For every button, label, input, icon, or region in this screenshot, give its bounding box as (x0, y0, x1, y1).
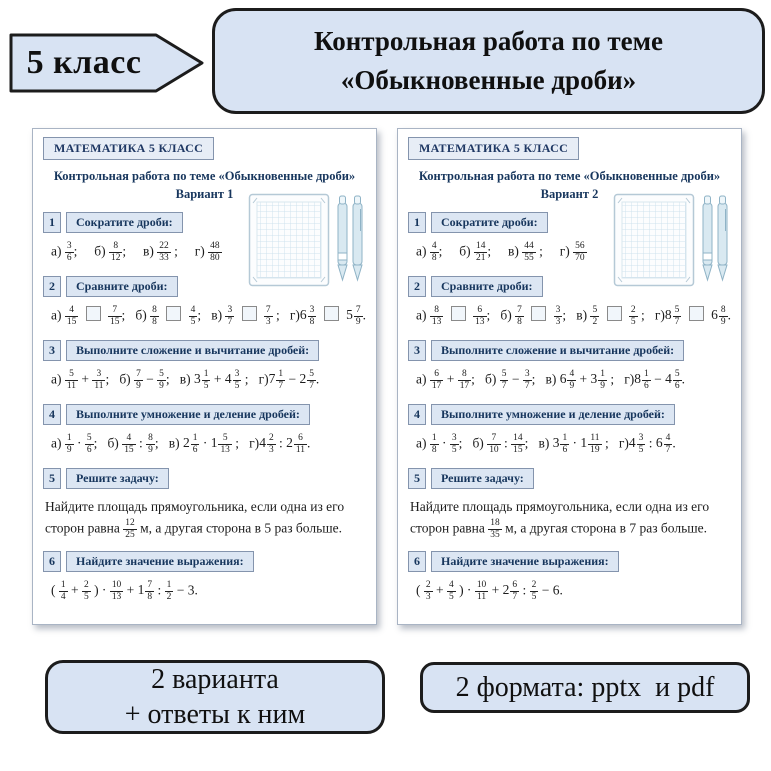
task-problem-text: Найдите площадь прямоугольника, если одна из его сторон равна $\frac{12}{25}$ м, а другая сторона в 5 раз больше. (45, 499, 348, 540)
task-expression: а) $\frac{5}{11}$ + $\frac{3}{11}$ ; б) $\frac{7}{9}$ − $\frac{5}{9}$ ; в) 3 $\frac{1}{5}$ + 4 $\frac{3}{5}$ ; г)7 $\frac{1}{7}$ − 2 $\frac{5}{7}$ . (51, 369, 320, 391)
sheet-variant-label: Вариант 2 (540, 187, 599, 201)
task-label: Сократите дроби: (431, 212, 548, 233)
task-number: 2 (408, 276, 426, 297)
task-label: Сравните дроби: (431, 276, 543, 297)
task-label: Выполните умножение и деление дробей: (431, 404, 675, 425)
variants-badge-line1: 2 варианта (151, 664, 279, 695)
formats-badge-label: 2 формата: pptx и pdf (455, 671, 715, 703)
task-row (408, 468, 731, 540)
task-row (43, 468, 366, 540)
task-row (43, 276, 366, 329)
sheet-subject-tag: МАТЕМАТИКА 5 КЛАСС (43, 137, 214, 160)
task-row (408, 276, 731, 329)
task-row (408, 212, 731, 265)
task-number: 4 (43, 404, 61, 425)
task-expression: а) $\frac{1}{9}$ · $\frac{5}{6}$ ; б) $\frac{4}{15}$ : $\frac{8}{9}$ ; в) 2 $\frac{1}{6}$ · 1 $\frac{5}{13}$ ; г)4 $\frac{2}{3}$ : 2 $\frac{6}{11}$ . (51, 433, 311, 455)
task-expression: ( $\frac{2}{3}$ + $\frac{4}{5}$ ) · $\frac{10}{11}$ + 2 $\frac{6}{7}$ : $\frac{2}{5}$ − 6. (416, 580, 563, 602)
task-expression: а) $\frac{4}{8}$ ; б) $\frac{14}{21}$ ; в) $\frac{44}{55}$ ; г) $\frac{56}{70}$ (416, 241, 585, 263)
task-number: 1 (43, 212, 61, 233)
worksheet-variant-1 (32, 128, 377, 625)
title-line2: «Обыкновенные дроби» (340, 65, 637, 95)
sheet-subject-tag: МАТЕМАТИКА 5 КЛАСС (408, 137, 579, 160)
task-label: Сравните дроби: (66, 276, 178, 297)
task-expression: а) $\frac{8}{13}$ $\frac{6}{13}$ ; б) $\frac{7}{8}$ $\frac{3}{3}$ ; в) $\frac{5}{2}$ $\frac{2}{5}$ ; г)8 $\frac{5}{7}$ 6 $\frac{8}{9}$ . (416, 305, 731, 327)
task-label: Выполните сложение и вычитание дробей: (431, 340, 684, 361)
title-banner (212, 8, 765, 114)
task-expression: а) $\frac{3}{6}$ ; б) $\frac{8}{12}$ ; в) $\frac{22}{33}$ ; г) $\frac{48}{80}$ (51, 241, 220, 263)
task-expression: а) $\frac{4}{15}$ $\frac{7}{15}$ ; б) $\frac{8}{8}$ $\frac{4}{5}$ ; в) $\frac{3}{7}$ $\frac{7}{3}$ ; г)6 $\frac{3}{8}$ 5 $\frac{7}{9}$ . (51, 305, 366, 327)
formats-badge (420, 662, 750, 713)
task-number: 6 (43, 551, 61, 572)
title-line1: Контрольная работа по теме (314, 25, 663, 56)
task-row (408, 551, 731, 604)
grade-badge (8, 32, 206, 94)
task-list (43, 212, 366, 604)
task-row (43, 340, 366, 393)
task-label: Решите задачу: (66, 468, 169, 489)
task-number: 3 (408, 340, 426, 361)
task-number: 5 (408, 468, 426, 489)
task-expression: а) $\frac{6}{17}$ + $\frac{8}{17}$ ; б) $\frac{5}{7}$ − $\frac{3}{7}$ ; в) 6 $\frac{4}{9}$ + 3 $\frac{1}{9}$ ; г)8 $\frac{1}{6}$ − 4 $\frac{5}{6}$ . (416, 369, 685, 391)
task-row (408, 340, 731, 393)
task-problem-text: Найдите площадь прямоугольника, если одна из его сторон равна $\frac{18}{35}$ м, а другая сторона в 7 раз больше. (410, 499, 713, 540)
task-label: Сократите дроби: (66, 212, 183, 233)
task-number: 1 (408, 212, 426, 233)
task-label: Найдите значение выражения: (431, 551, 619, 572)
sheet-variant-label: Вариант 1 (175, 187, 234, 201)
task-expression: а) $\frac{1}{8}$ · $\frac{3}{5}$ ; б) $\frac{7}{10}$ : $\frac{14}{15}$ ; в) 3 $\frac{1}{6}$ · 1 $\frac{11}{19}$ ; г)4 $\frac{3}{5}$ : 6 $\frac{4}{7}$ . (416, 433, 676, 455)
task-number: 5 (43, 468, 61, 489)
variants-badge-line2: + ответы к ним (124, 699, 306, 730)
task-expression: ( $\frac{1}{4}$ + $\frac{2}{5}$ ) · $\frac{10}{13}$ + 1 $\frac{7}{8}$ : $\frac{1}{2}$ − 3. (51, 580, 198, 602)
worksheet-variant-2 (397, 128, 742, 625)
task-number: 2 (43, 276, 61, 297)
task-number: 4 (408, 404, 426, 425)
task-row (43, 212, 366, 265)
task-label: Выполните умножение и деление дробей: (66, 404, 310, 425)
task-number: 6 (408, 551, 426, 572)
task-row (43, 551, 366, 604)
variants-badge (45, 660, 385, 734)
task-label: Выполните сложение и вычитание дробей: (66, 340, 319, 361)
sheet-title: Контрольная работа по теме «Обыкновенные дроби» (418, 169, 721, 183)
grade-badge-label: 5 класс (26, 44, 142, 81)
task-label: Найдите значение выражения: (66, 551, 254, 572)
sheet-title: Контрольная работа по теме «Обыкновенные дроби» (53, 169, 356, 183)
task-row (408, 404, 731, 457)
task-list (408, 212, 731, 604)
task-number: 3 (43, 340, 61, 361)
task-label: Решите задачу: (431, 468, 534, 489)
task-row (43, 404, 366, 457)
